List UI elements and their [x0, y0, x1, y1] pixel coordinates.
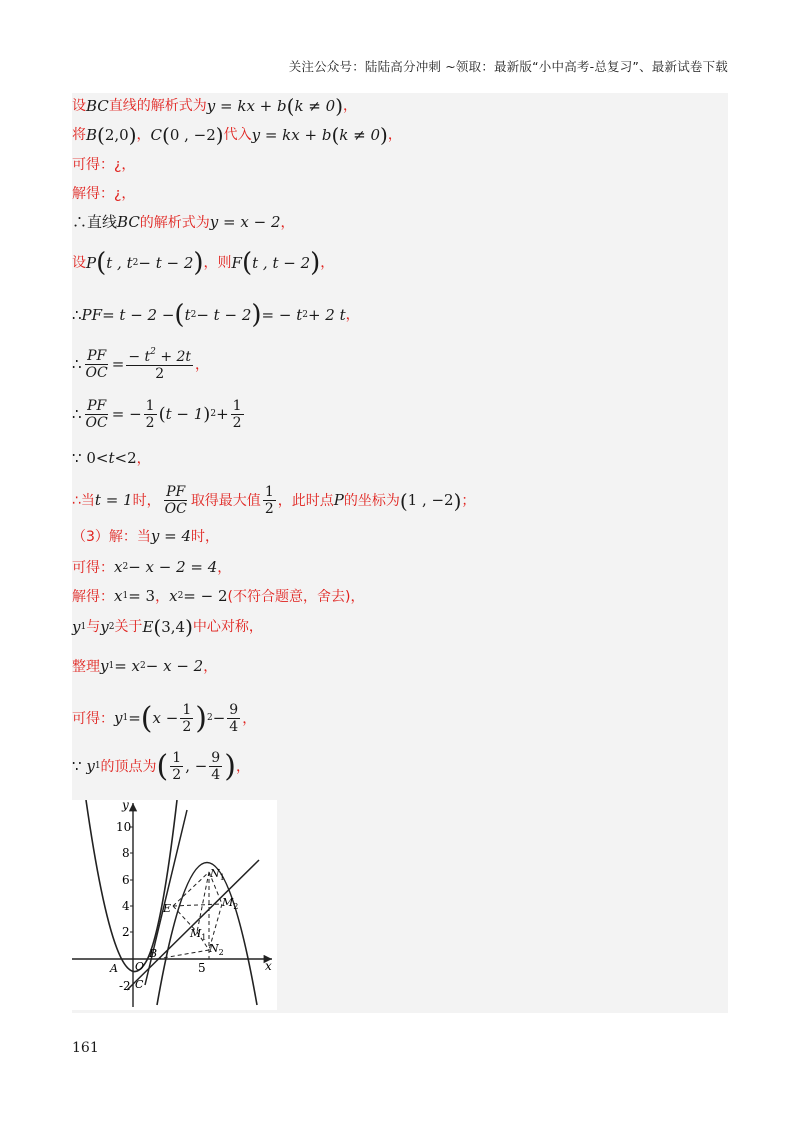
line-14	[72, 589, 364, 604]
math: P	[86, 253, 97, 272]
text: ，	[217, 559, 232, 576]
subscript: 2	[108, 621, 115, 632]
math: − x − 2	[145, 657, 204, 675]
math: =	[111, 355, 125, 373]
math: E	[142, 617, 154, 636]
line-15: y 1 与 y 2 关于 E ( 3,4 ) 中心对称，	[72, 615, 263, 639]
math: BC	[86, 96, 109, 115]
math: +	[216, 405, 229, 423]
math: −	[212, 709, 226, 727]
text: 与	[86, 619, 101, 635]
fraction: $\frac{1}{2}$	[232, 398, 242, 431]
function-graph	[72, 800, 277, 1010]
line-bc	[127, 860, 259, 990]
point-b-label: B	[149, 947, 158, 960]
subscript: 1	[108, 661, 115, 671]
line-7: ∴ PF = t − 2 − ( t 2 − t − 2 ) = − t 2 + 2 t ，	[72, 300, 360, 330]
text: ，	[155, 588, 170, 605]
math: − t − 2	[196, 305, 252, 324]
math: − t − 2	[138, 253, 194, 272]
parabola-y1	[86, 800, 177, 972]
point-o-label: O	[135, 960, 145, 973]
text: 中心对称，	[192, 619, 263, 635]
point-n1-label: $N_1$	[210, 867, 225, 882]
line-8	[72, 348, 209, 381]
fraction: $\frac{- t^2 + 2t}{2}$	[128, 347, 192, 382]
math: = − t	[261, 305, 303, 324]
text: 时，	[191, 528, 220, 545]
math: BC	[117, 213, 140, 231]
math: t	[184, 305, 191, 324]
text: ∴	[72, 405, 82, 423]
text: ∴	[72, 355, 82, 373]
text: ，	[350, 588, 365, 605]
point-a-label: A	[110, 962, 118, 975]
math: t − 1	[165, 405, 204, 423]
line-9: ∴ $\frac{PF}{OC}$ = − $\frac{1}{2}$ ( t − 1 ) 2 + $\frac{1}{2}$	[72, 398, 242, 431]
exponent: 2	[210, 409, 217, 419]
math: C	[150, 125, 162, 144]
line-1: 设 BC 直线的解析式为 y = kx + b ( k ≠ 0 ) ，	[72, 94, 357, 118]
y-tick-label: 4	[122, 899, 130, 913]
text: 可得：	[72, 559, 114, 576]
fraction: $\frac{PF}{OC}$	[85, 398, 108, 431]
text: 关于	[114, 619, 143, 635]
text: ，	[136, 450, 151, 467]
fraction: $\frac{1}{2}$	[172, 750, 182, 783]
text: ，则	[203, 255, 232, 272]
math: 0 , −2	[169, 125, 216, 144]
math: 1 , −2	[407, 491, 454, 509]
text: ，	[280, 214, 295, 231]
math: x	[114, 587, 123, 605]
text: ，	[235, 758, 250, 775]
point-c-label: C	[135, 978, 144, 991]
text: 整理	[72, 658, 100, 675]
y-tick-label: 2	[122, 925, 130, 939]
text: 的顶点为	[100, 758, 157, 775]
exponent: 2	[206, 713, 213, 723]
point-m1-label: $M_1$	[190, 927, 207, 942]
text: (不符合题意，舍去)	[227, 588, 351, 605]
math: x	[169, 587, 178, 605]
exponent: 2	[140, 661, 146, 671]
math: 2	[127, 449, 137, 467]
line-2: 将 B ( 2,0 ) ， C ( 0 , −2 ) 代入 y = kx + b ( k ≠ 0 ) ，	[72, 123, 402, 147]
text: 设	[72, 255, 86, 272]
math: y	[114, 709, 123, 727]
math: B	[86, 125, 98, 144]
math: , −	[185, 757, 208, 775]
fraction: $\frac{9}{4}$	[211, 750, 221, 783]
math: F	[231, 253, 242, 272]
math: t , t	[106, 253, 133, 272]
math: y	[86, 757, 95, 775]
text: 设	[72, 98, 86, 114]
math: = t − 2 −	[102, 305, 175, 324]
math: y = 4	[150, 527, 192, 545]
page-header: 关注公众号：陆陆高分冲刺 ~领取：最新版“小中高考-总复习”、最新试卷下载	[288, 59, 728, 74]
math: k ≠ 0	[294, 96, 336, 115]
fraction: $\frac{PF}{OC}$	[164, 484, 187, 517]
math: = 3	[128, 587, 156, 605]
subscript: 1	[94, 761, 101, 771]
text: 代入	[223, 127, 252, 143]
exponent: 2	[302, 309, 308, 320]
math: = x	[114, 657, 141, 675]
text: 的坐标为	[343, 492, 400, 509]
math: k ≠ 0	[339, 125, 380, 144]
text: 将	[72, 127, 86, 143]
math: <	[95, 449, 109, 467]
y-ticks	[116, 820, 206, 993]
math: P	[333, 491, 344, 509]
text: ，	[195, 356, 210, 373]
text: 可得：	[72, 710, 114, 727]
text: ，	[387, 127, 402, 143]
line-3: 可得：¿，	[72, 157, 136, 173]
text: ，	[343, 98, 357, 114]
line-5	[72, 215, 294, 230]
point-m2-label: $M_2$	[222, 896, 239, 911]
math: <	[114, 449, 128, 467]
math: PF	[81, 305, 103, 324]
fraction: $\frac{1}{2}$	[182, 702, 192, 735]
page-number: 161	[72, 1040, 99, 1056]
y-tick-neg2: -2	[119, 979, 131, 993]
x-axis-label: x	[265, 959, 272, 973]
text: ，	[242, 710, 257, 727]
exponent: 2	[132, 257, 139, 268]
text: 时，	[132, 492, 161, 509]
line-11: ∴当 t = 1 时， $\frac{PF}{OC}$ 取得最大值 $\frac{1}{2}$ ，此时点 P 的坐标为 ( 1 , −2 ) ；	[72, 484, 476, 517]
point-n2-label: $N_2$	[209, 942, 224, 957]
x-tick-5: 5	[198, 961, 206, 975]
math: 2,0	[104, 125, 129, 144]
text: （3）解：当	[72, 528, 151, 545]
text: ∵	[72, 449, 82, 467]
math: y	[100, 617, 109, 636]
graph-svg	[72, 800, 277, 1010]
text: 直线的解析式为	[108, 98, 207, 114]
math: t	[108, 449, 115, 467]
y-tick-label: 8	[122, 846, 130, 860]
line-17: 可得： y 1 = ( x − $\frac{1}{2}$ ) 2 − $\frac{9}{4}$ ，	[72, 700, 257, 736]
math: y = kx + b	[206, 96, 287, 115]
math: y	[72, 617, 81, 636]
line-4: 解得：¿，	[72, 186, 136, 202]
point-e-label: E	[163, 902, 172, 915]
fraction: $\frac{1}{2}$	[264, 484, 274, 517]
math: y = kx + b	[251, 125, 332, 144]
math: 0	[86, 449, 96, 467]
math: y	[100, 657, 109, 675]
subscript: 1	[80, 621, 87, 632]
line-6: 设 P ( t , t 2 − t − 2 ) ，则 F ( t , t − 2 ) ，	[72, 248, 335, 278]
y-tick-label: 10	[116, 820, 132, 834]
math: x −	[152, 709, 179, 727]
text: ；	[461, 492, 476, 509]
solution-content	[72, 93, 728, 1013]
text: ，	[203, 658, 218, 675]
subscript: 1	[122, 713, 129, 723]
line-10	[72, 451, 151, 466]
text: ，	[320, 255, 335, 272]
text: ，	[345, 307, 360, 324]
text: ，	[136, 127, 151, 143]
exponent: 2	[190, 309, 197, 320]
text: ∴当	[72, 492, 95, 509]
text: ∵	[72, 757, 82, 775]
math: =	[128, 709, 141, 727]
fraction: $\frac{PF}{OC}$	[85, 348, 108, 381]
math: + 2 t	[307, 305, 346, 324]
math: − x − 2 = 4	[128, 558, 218, 576]
subscript: 1	[122, 591, 129, 601]
text: ∴直线	[72, 213, 118, 231]
math: t , t − 2	[252, 253, 311, 272]
y-tick-label: 6	[122, 873, 130, 887]
math: t = 1	[94, 491, 133, 509]
line-12	[72, 529, 219, 544]
subscript: 2	[177, 591, 184, 601]
exponent: 2	[122, 562, 129, 572]
text: ∴	[72, 305, 82, 324]
line-16	[72, 659, 217, 674]
line-13	[72, 560, 231, 575]
text: 的解析式为	[139, 214, 210, 231]
fraction: $\frac{9}{4}$	[229, 702, 239, 735]
parabola-y2	[157, 863, 257, 1006]
text: 解得：	[72, 588, 114, 605]
line-18: ∵ y 1 的顶点为 ( $\frac{1}{2}$ , − $\frac{9}{4}$ ) ，	[72, 748, 250, 784]
fraction: $\frac{1}{2}$	[145, 398, 155, 431]
y-axis-label: y	[122, 800, 129, 812]
math: 3,4	[161, 617, 186, 636]
text: ，此时点	[277, 492, 334, 509]
math: = −	[111, 405, 142, 423]
math: = − 2	[183, 587, 228, 605]
math: x	[114, 558, 123, 576]
text: 取得最大值	[190, 492, 261, 509]
math: y = x − 2	[209, 213, 281, 231]
